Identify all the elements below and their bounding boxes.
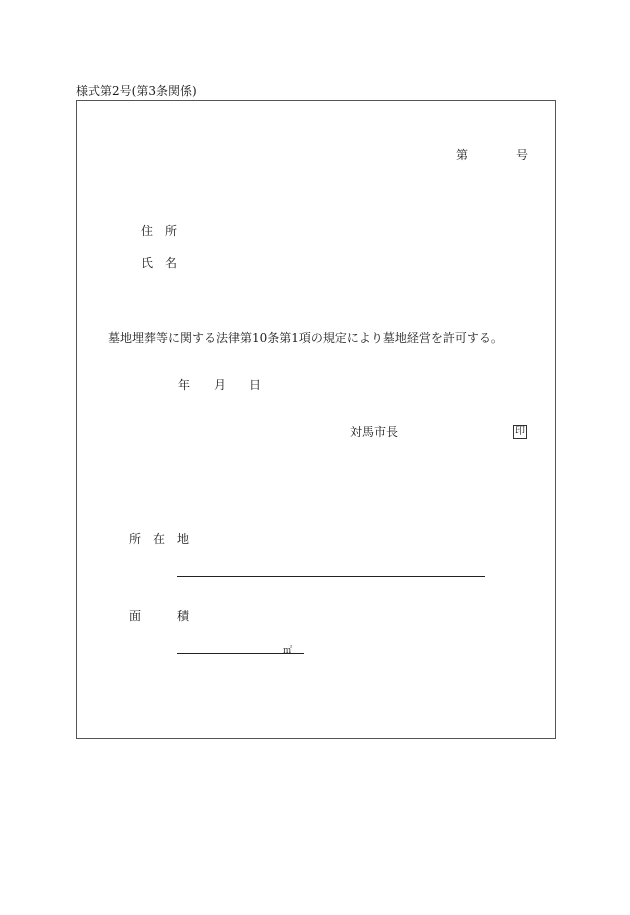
form-title: 様式第2号(第3条関係): [76, 84, 197, 98]
form-frame: [76, 100, 556, 739]
address-label: 住 所: [141, 224, 178, 238]
area-unit: ㎡: [283, 646, 293, 656]
area-label: 面 積: [129, 609, 190, 623]
date-year-label: 年: [178, 378, 191, 392]
issuer-name: 対馬市長: [350, 425, 399, 439]
location-underline: [177, 576, 485, 577]
number-prefix: 第: [456, 148, 469, 162]
seal-mark: 印: [515, 426, 525, 437]
date-day-label: 日: [249, 378, 262, 392]
number-suffix: 号: [516, 148, 529, 162]
name-label: 氏 名: [141, 256, 178, 270]
date-month-label: 月: [214, 378, 227, 392]
area-underline: [177, 653, 304, 654]
location-label: 所 在 地: [129, 532, 190, 546]
permit-statement: 墓地埋葬等に関する法律第10条第1項の規定により墓地経営を許可する。: [108, 331, 503, 345]
